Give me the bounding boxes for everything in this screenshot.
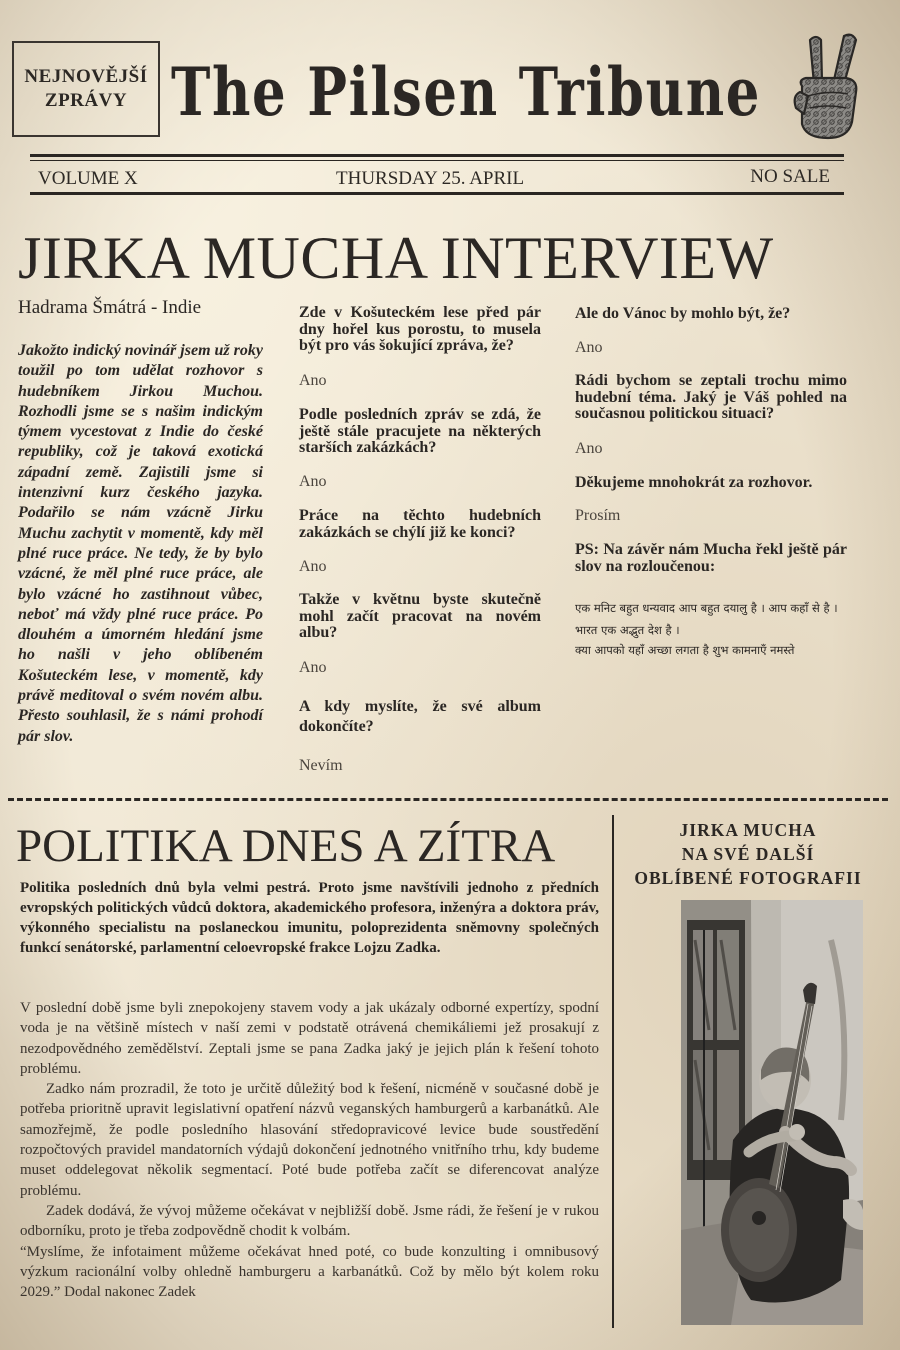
- volume-label: VOLUME X: [38, 168, 138, 189]
- photo-caption-line-3: OBLÍBENÉ FOTOGRAFII: [634, 868, 862, 888]
- politics-body: [20, 998, 599, 1302]
- politics-paragraph-4: “Myslíme, že infotaiment můžeme očekávat hned poté, co bude konzulting i omnibusový výzkum racionální volby ohledně hamburgeru a karbanátků. Což by mělo být kolem roku 2029.” Dodal nakonec Zadek: [20, 1243, 599, 1301]
- section-divider: [8, 798, 888, 801]
- question-2: Podle posledních zpráv se zdá, že ještě stále pracujete na některých starších zakázkách?: [299, 406, 541, 457]
- newspaper-title: [166, 45, 766, 137]
- info-bar: [38, 166, 830, 192]
- postscript: PS: Na závěr nám Mucha řekl ještě pár slov na rozloučenou:: [575, 541, 847, 575]
- question-4: Takže v květnu byste skutečně mohl začít pracovat na novém albu?: [299, 591, 541, 642]
- question-8: Děkujeme mnohokrát za rozhovor.: [575, 474, 813, 491]
- politics-headline: POLITIKA DNES A ZÍTRA: [16, 820, 556, 872]
- byline: Hadrama Šmátrá - Indie: [18, 297, 202, 318]
- answer-5: Nevím: [299, 757, 343, 774]
- question-3: Práce na těchto hudebních zakázkách se chýlí již ke konci?: [299, 507, 541, 541]
- photo-caption: [620, 818, 876, 890]
- masthead-rule-top: [30, 154, 844, 157]
- question-5: A kdy myslíte, že své album dokončíte?: [299, 698, 541, 735]
- date-label: THURSDAY 25. APRIL: [336, 168, 525, 189]
- interview-headline: JIRKA MUCHA INTERVIEW: [18, 225, 774, 291]
- hindi-farewell-1: एक मनिट बहुत धन्यवाद आप बहुत दयालु है । आप कहाँ से है । भारत एक अद्भुत देश है ।: [575, 601, 838, 637]
- politics-paragraph-3: Zadek dodává, že vývoj můžeme očekávat v nejbližší době. Jsme rádi, že řešení je v rukou odborníku, proto je třeba zodpovědně chodit k volbám.: [20, 1202, 599, 1240]
- politics-lead: Politika posledních dnů byla velmi pestrá. Proto jsme navštívili jednoho z předních evropských politických vůdců doktora, akademického profesora, inženýra a doktora práv, výkonného specialistu na poslaneckou imunitu, poloprezidenta sněmovny společných funkcí senátorské, parlamentní celoevropské frakce Lojzu Zadka.: [20, 880, 599, 956]
- answer-8: Prosím: [575, 507, 621, 524]
- photo-caption-line-1: JIRKA MUCHA: [679, 820, 817, 840]
- musician-photo: [681, 900, 863, 1325]
- question-1: Zde v Košuteckém lese před pár dny hořel kus porostu, to musela být pro vás šokující zpráva, že?: [299, 304, 541, 355]
- hindi-farewell-2: क्या आपको यहाँ अच्छा लगता है शुभ कामनाएँ नमस्ते: [575, 643, 795, 657]
- answer-3: Ano: [299, 558, 327, 575]
- newspaper-title-text: The Pilsen Tribune: [171, 53, 761, 131]
- question-7: Rádi bychom se zeptali trochu mimo hudební téma. Jaký je Váš pohled na současnou politickou situaci?: [575, 372, 847, 423]
- politics-paragraph-1: V poslední době jsme byli znepokojeny stavem vody a jak ukázaly odborné expertízy, spodní voda je na většině místech v naší zemi v podstatě otrávená chemikáliemi jež prosakují z nezodpovědného zemědělství. Zeptali jsme se pana Zadka jaký je jejich plán k řešení tohoto problému.: [20, 1000, 599, 1077]
- interview-intro: Jakožto indický novinář jsem už roky toužil po tom udělat rozhovor s hudebníkem Jirkou Muchou. Rozhodli jsme se s našim indickým týmem vycestovat z Indie do české republiky, což je taková exotická západní země. Zajistili jsme si intenzivní kurz českého jazyka. Podařilo se nám vzácně Jirku Muchu zachytit v momentě, kdy měl plné ruce práce. Ne tedy, že by bylo vzácné, že měl plné ruce práce, ale bylo vzácné ho zastihnout vůbec, neboť má vždy plné ruce práce. Po dlouhém a úmorném hledání jsme ho našli v jeho oblíbeném Košuteckém lese, v momentě, kdy právě meditoval o svém novém albu. Přesto souhlasil, že s námi prohodí pár slov.: [18, 342, 263, 745]
- peace-hand-icon: [788, 30, 864, 142]
- answer-1: Ano: [299, 372, 327, 389]
- masthead-rule-top-thin: [30, 160, 844, 161]
- price-label: NO SALE: [750, 166, 830, 187]
- badge-line-2: ZPRÁVY: [44, 90, 128, 111]
- question-6: Ale do Vánoc by mohlo být, že?: [575, 305, 791, 322]
- answer-4: Ano: [299, 659, 327, 676]
- breaking-news-badge: [12, 41, 160, 137]
- badge-line-1: NEJNOVĚJŠÍ: [24, 66, 148, 87]
- photo-caption-line-2: NA SVÉ DALŠÍ: [681, 844, 815, 864]
- answer-6: Ano: [575, 339, 603, 356]
- column-divider: [612, 815, 614, 1328]
- masthead-rule-bottom: [30, 192, 844, 195]
- politics-paragraph-2: Zadko nám prozradil, že toto je určitě důležitý bod k řešení, nicméně v současné době je potřeba prioritně upravit legislativní opatření názvů veganských hamburgerů a karbanátků. Ale samozřejmě, že podle posledního hlasování středopravicové levice bude soustředění rozpočtových pravidel mandatorních výdajů dokončení jednotného vnitřního trhu, kdy budeme muset oddelegovat několik segmentací. Poté bude potřeba začít se diferencovat analýze problému.: [20, 1081, 599, 1199]
- answer-7: Ano: [575, 440, 603, 457]
- answer-2: Ano: [299, 473, 327, 490]
